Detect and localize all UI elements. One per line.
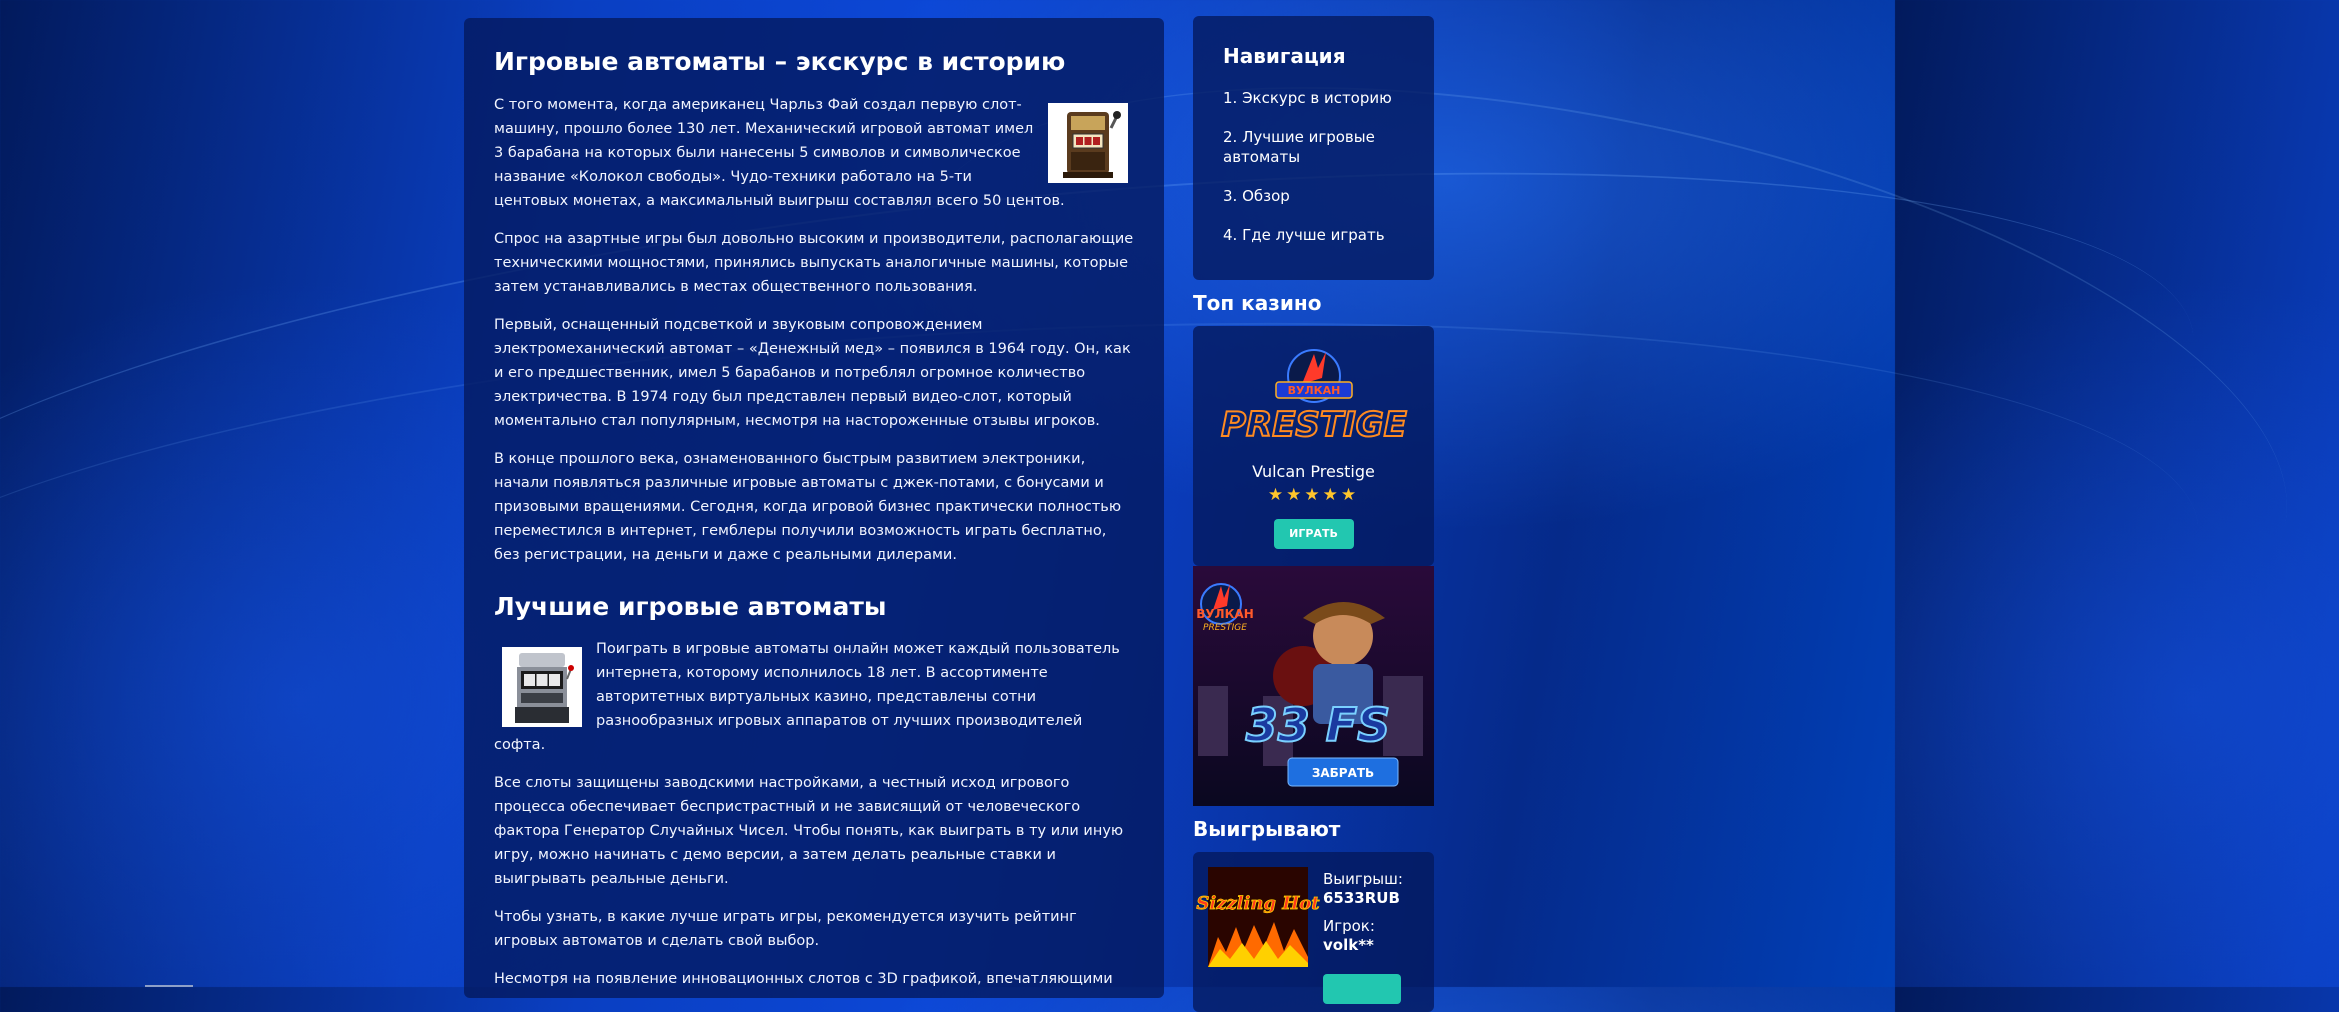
winner-info bbox=[1323, 870, 1403, 964]
slot-machine-icon bbox=[511, 649, 573, 725]
article-subtitle: Лучшие игровые автоматы bbox=[494, 591, 887, 621]
winners-title: Выигрывают bbox=[1193, 817, 1341, 841]
winners-card bbox=[1193, 852, 1434, 1012]
article-paragraph: Все слоты защищены заводскими настройками, а честный исход игрового процесса обеспечивает беспристрастный и не зависящий от человеческого фактора Генератор Случайных Чисел. Чтобы понять, как выиграть в ту или иную игру, можно начинать с демо версии, а затем делать реальные ставки и выигрывать реальные деньги. bbox=[494, 775, 1124, 887]
player-label: Игрок: bbox=[1323, 917, 1375, 935]
article-paragraph: В конце прошлого века, ознаменованного быстрым развитием электроники, начали появляться различные игровые автоматы с джек-потами, с бонусами и призовыми вращениями. Сегодня, когда игровой бизнес практически полностью переместился в интернет, гемблеры получили возможность играть бесплатно, без регистрации, на деньги и даже с реальными дилерами. bbox=[494, 450, 1122, 563]
article-paragraph: Первый, оснащенный подсветкой и звуковым сопровождением электромеханический автомат – «Денежный мед» – появился в 1964 году. Он, как и его предшественник, имел 5 барабанов и потреблял огромное количество электричества. В 1974 году был представлен первый видео-слот, который моментально стал популярным, несмотря на настороженные отзывы игроков. bbox=[494, 316, 1131, 429]
slot-machine-image bbox=[1048, 103, 1128, 183]
article-paragraph: С того момента, когда американец Чарльз Фай создал первую слот-машину, прошло более 130 лет. Механический игровой автомат имел 3 барабана на которых были нанесены 5 символов и символическое название «Колокол свободы». Чудо-техники работало на 5-ти центовых монетах, а максимальный выигрыш составлял всего 50 центов. bbox=[494, 96, 1065, 209]
article-paragraph: Чтобы узнать, в какие лучше играть игры, рекомендуется изучить рейтинг игровых автоматов и сделать свой выбор. bbox=[494, 909, 1077, 949]
banner-free-spins: 33 FS bbox=[1245, 698, 1391, 752]
banner-logo-sub: PRESTIGE bbox=[1203, 623, 1247, 633]
claim-button: ЗАБРАТЬ bbox=[1311, 766, 1375, 780]
game-logo-text: Sizzling Hot bbox=[1196, 893, 1320, 914]
top-casino-title: Топ казино bbox=[1193, 291, 1322, 315]
sidebar bbox=[1193, 16, 1434, 1012]
article-title: Игровые автоматы – экскурс в историю bbox=[494, 47, 1066, 76]
promo-banner[interactable] bbox=[1193, 566, 1434, 806]
logo-small-text: ВУЛКАН bbox=[1287, 384, 1340, 397]
rating-stars: ★★★★★ bbox=[1267, 485, 1360, 505]
banner-logo-text: ВУЛКАН bbox=[1196, 607, 1254, 621]
sizzling-hot-thumbnail[interactable] bbox=[1196, 867, 1320, 967]
slot-machine-icon bbox=[1053, 106, 1123, 180]
logo-big-text: PRESTIGE bbox=[1220, 405, 1407, 445]
top-casino-card bbox=[1193, 326, 1434, 566]
play-button[interactable]: ИГРАТЬ bbox=[1274, 519, 1354, 549]
player-value: volk** bbox=[1323, 936, 1374, 954]
nav-item-review[interactable]: 3. Обзор bbox=[1223, 187, 1290, 205]
nav-item-history[interactable]: 1. Экскурс в историю bbox=[1223, 89, 1392, 107]
navigation-panel bbox=[1193, 16, 1434, 280]
article-content bbox=[464, 18, 1164, 998]
horizontal-scrollbar[interactable] bbox=[145, 985, 193, 987]
win-label: Выигрыш: bbox=[1323, 870, 1403, 888]
casino-name: Vulcan Prestige bbox=[1252, 462, 1375, 481]
winner-play-button[interactable] bbox=[1323, 974, 1401, 1004]
navigation-title: Навигация bbox=[1223, 44, 1346, 68]
modern-slot-image bbox=[502, 647, 582, 727]
article-paragraph: Несмотря на появление инновационных слотов с 3D графикой, впечатляющими bbox=[494, 971, 1113, 987]
article-paragraph: Спрос на азартные игры был довольно высоким и производители, располагающие техническими мощностями, принялись выпускать аналогичные машины, которые затем устанавливались в местах общественного пользования. bbox=[494, 230, 1134, 295]
article-paragraph: Поиграть в игровые автоматы онлайн может каждый пользователь интернета, которому исполнилось 18 лет. В ассортименте авторитетных виртуальных казино, представлены сотни разнообразных игровых аппаратов от лучших производителей софта. bbox=[494, 641, 1120, 753]
vulcan-prestige-logo bbox=[1214, 344, 1414, 454]
nav-item-best-slots[interactable]: 2. Лучшие игровые автоматы bbox=[1223, 128, 1375, 166]
win-value: 6533RUB bbox=[1323, 889, 1400, 907]
nav-item-where-to-play[interactable]: 4. Где лучше играть bbox=[1223, 226, 1385, 244]
